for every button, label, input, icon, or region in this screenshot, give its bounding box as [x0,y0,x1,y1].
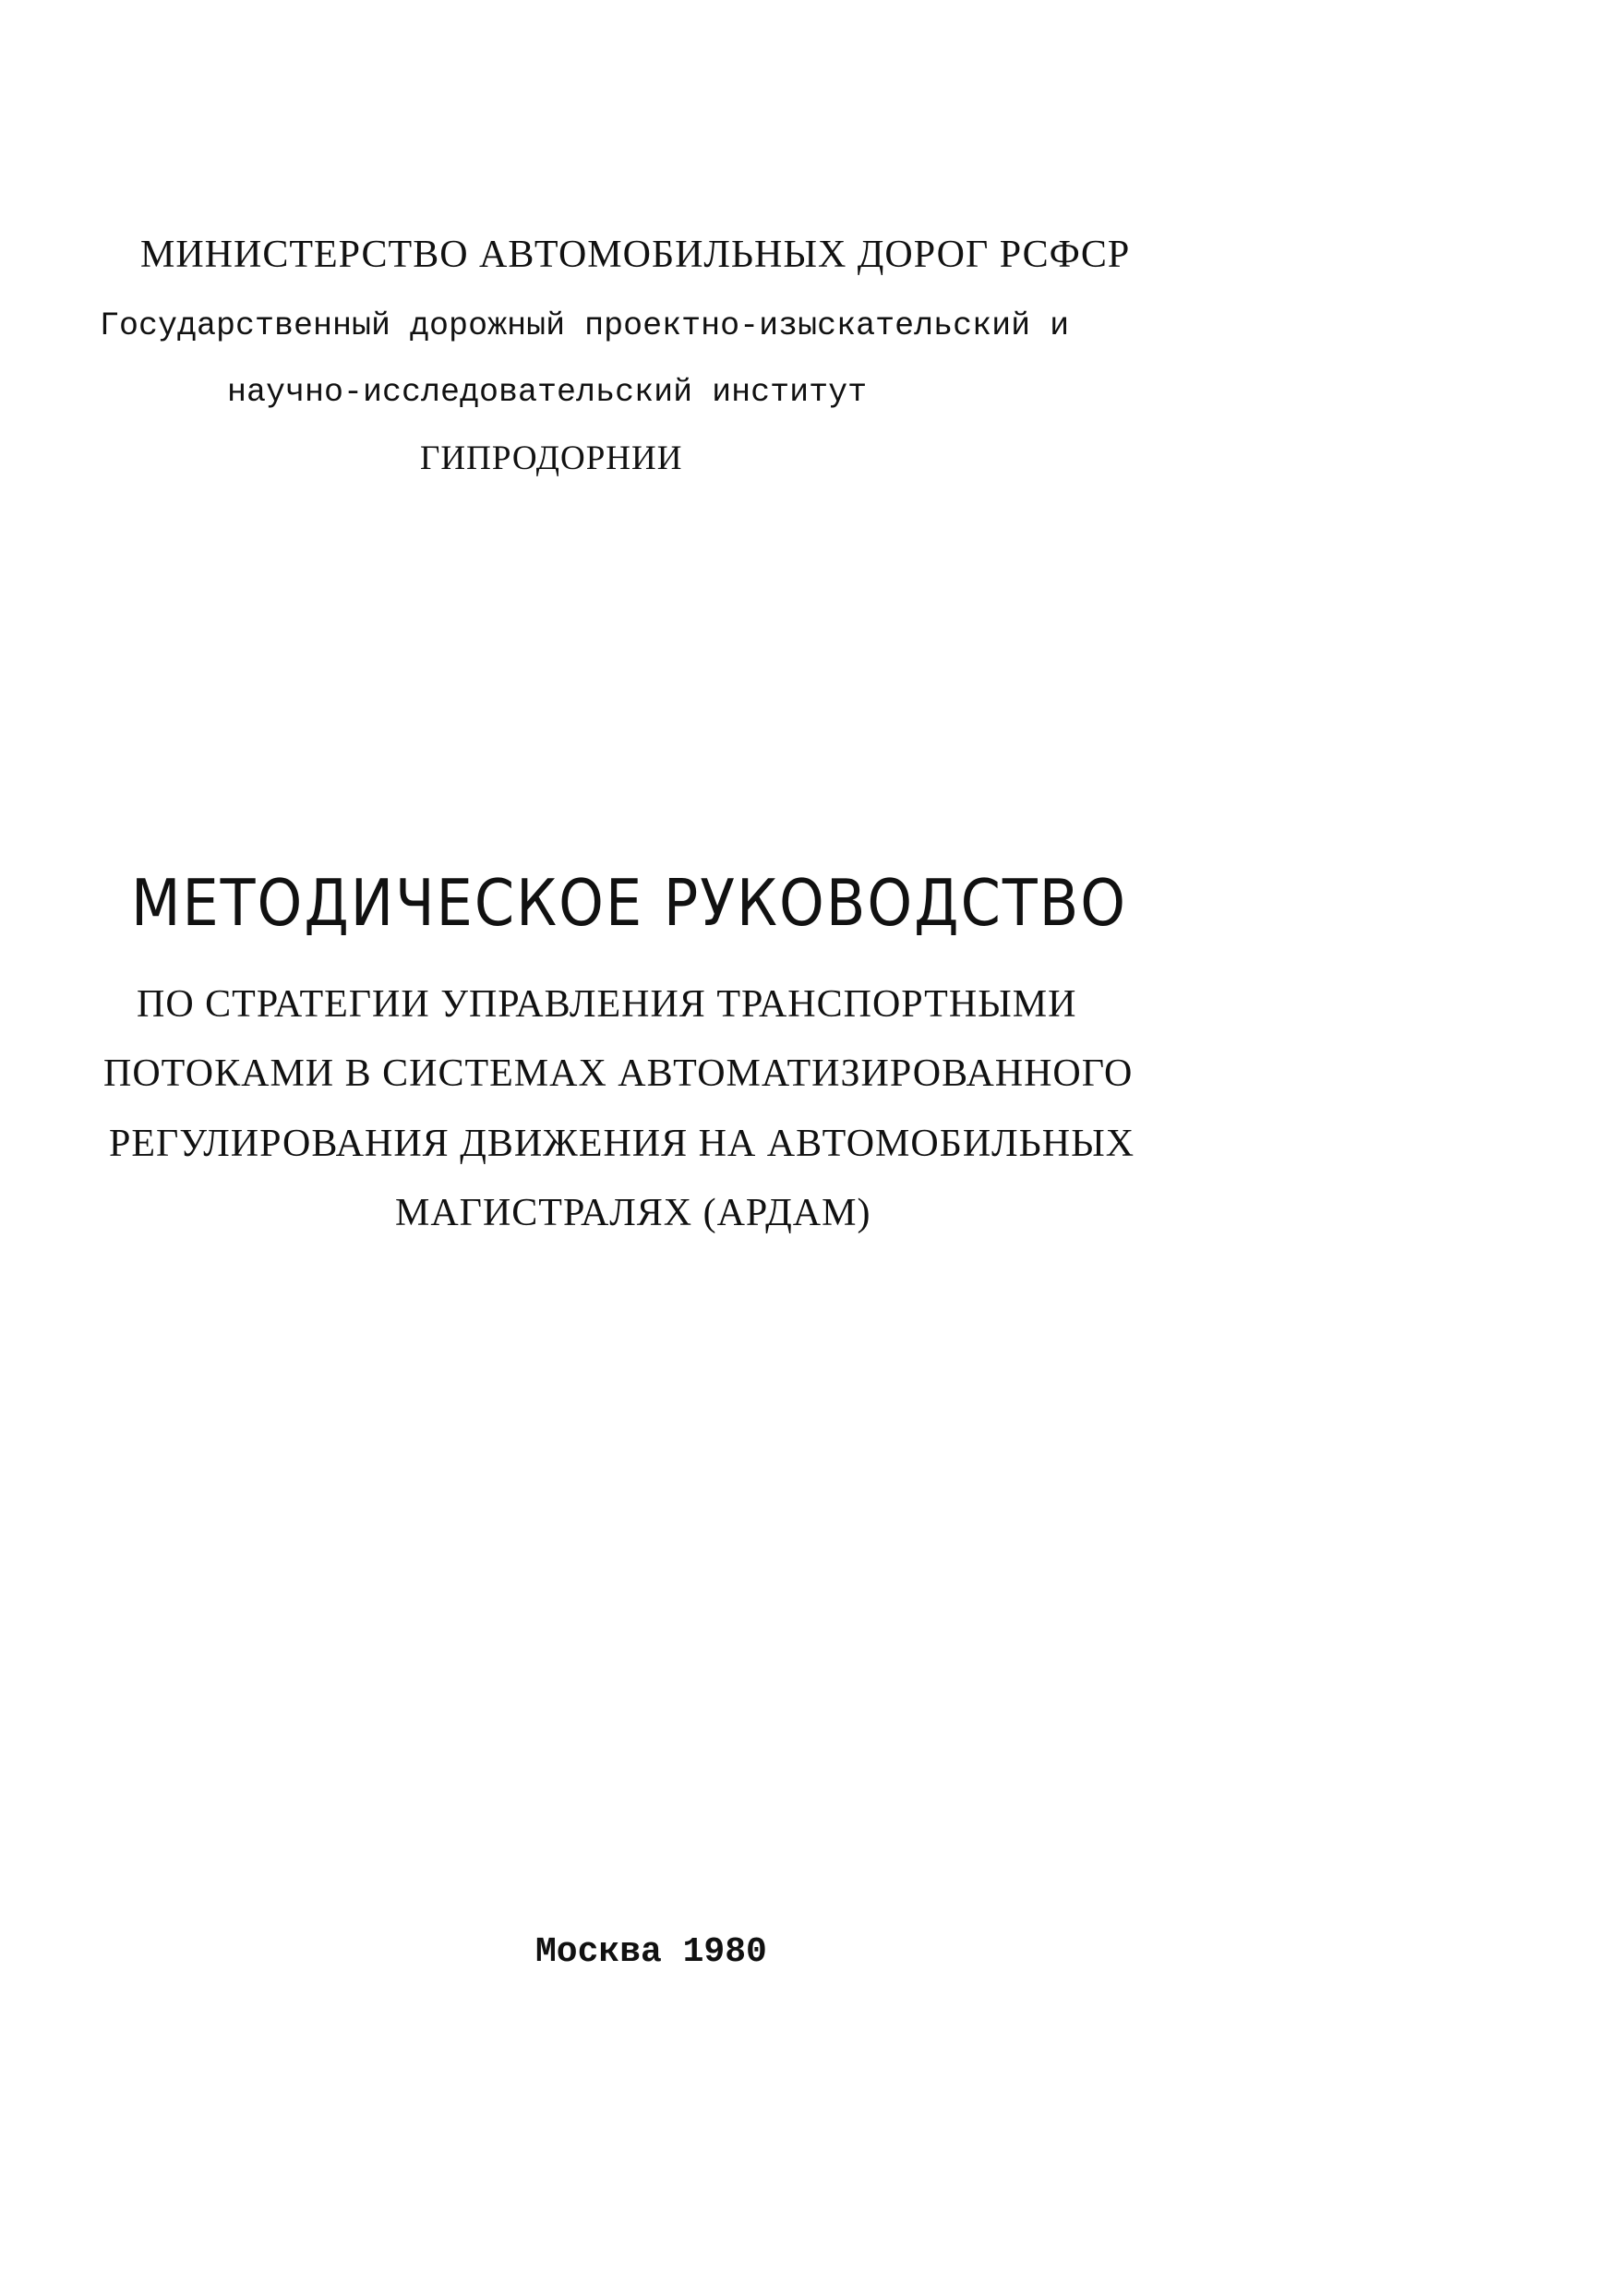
ministry-name: МИНИСТЕРСТВО АВТОМОБИЛЬНЫХ ДОРОГ РСФСР [140,234,1131,276]
subtitle-line-3: РЕГУЛИРОВАНИЯ ДВИЖЕНИЯ НА АВТОМОБИЛЬНЫХ [109,1123,1135,1165]
subtitle-line-4: МАГИСТРАЛЯХ (АРДАМ) [395,1192,871,1234]
subtitle-line-1: ПО СТРАТЕГИИ УПРАВЛЕНИЯ ТРАНСПОРТНЫМИ [137,983,1077,1026]
institute-name-line-1: Государственный дорожный проектно-изыскательский и [100,307,1070,344]
institute-name-line-2: научно-исследовательский институт [227,374,868,411]
subtitle-line-2: ПОТОКАМИ В СИСТЕМАХ АВТОМАТИЗИРОВАННОГО [103,1052,1134,1095]
institute-abbreviation: ГИПРОДОРНИИ [420,439,683,477]
publication-place-year: Москва 1980 [535,1932,767,1972]
document-title: МЕТОДИЧЕСКОЕ РУКОВОДСТВО [131,865,1128,942]
